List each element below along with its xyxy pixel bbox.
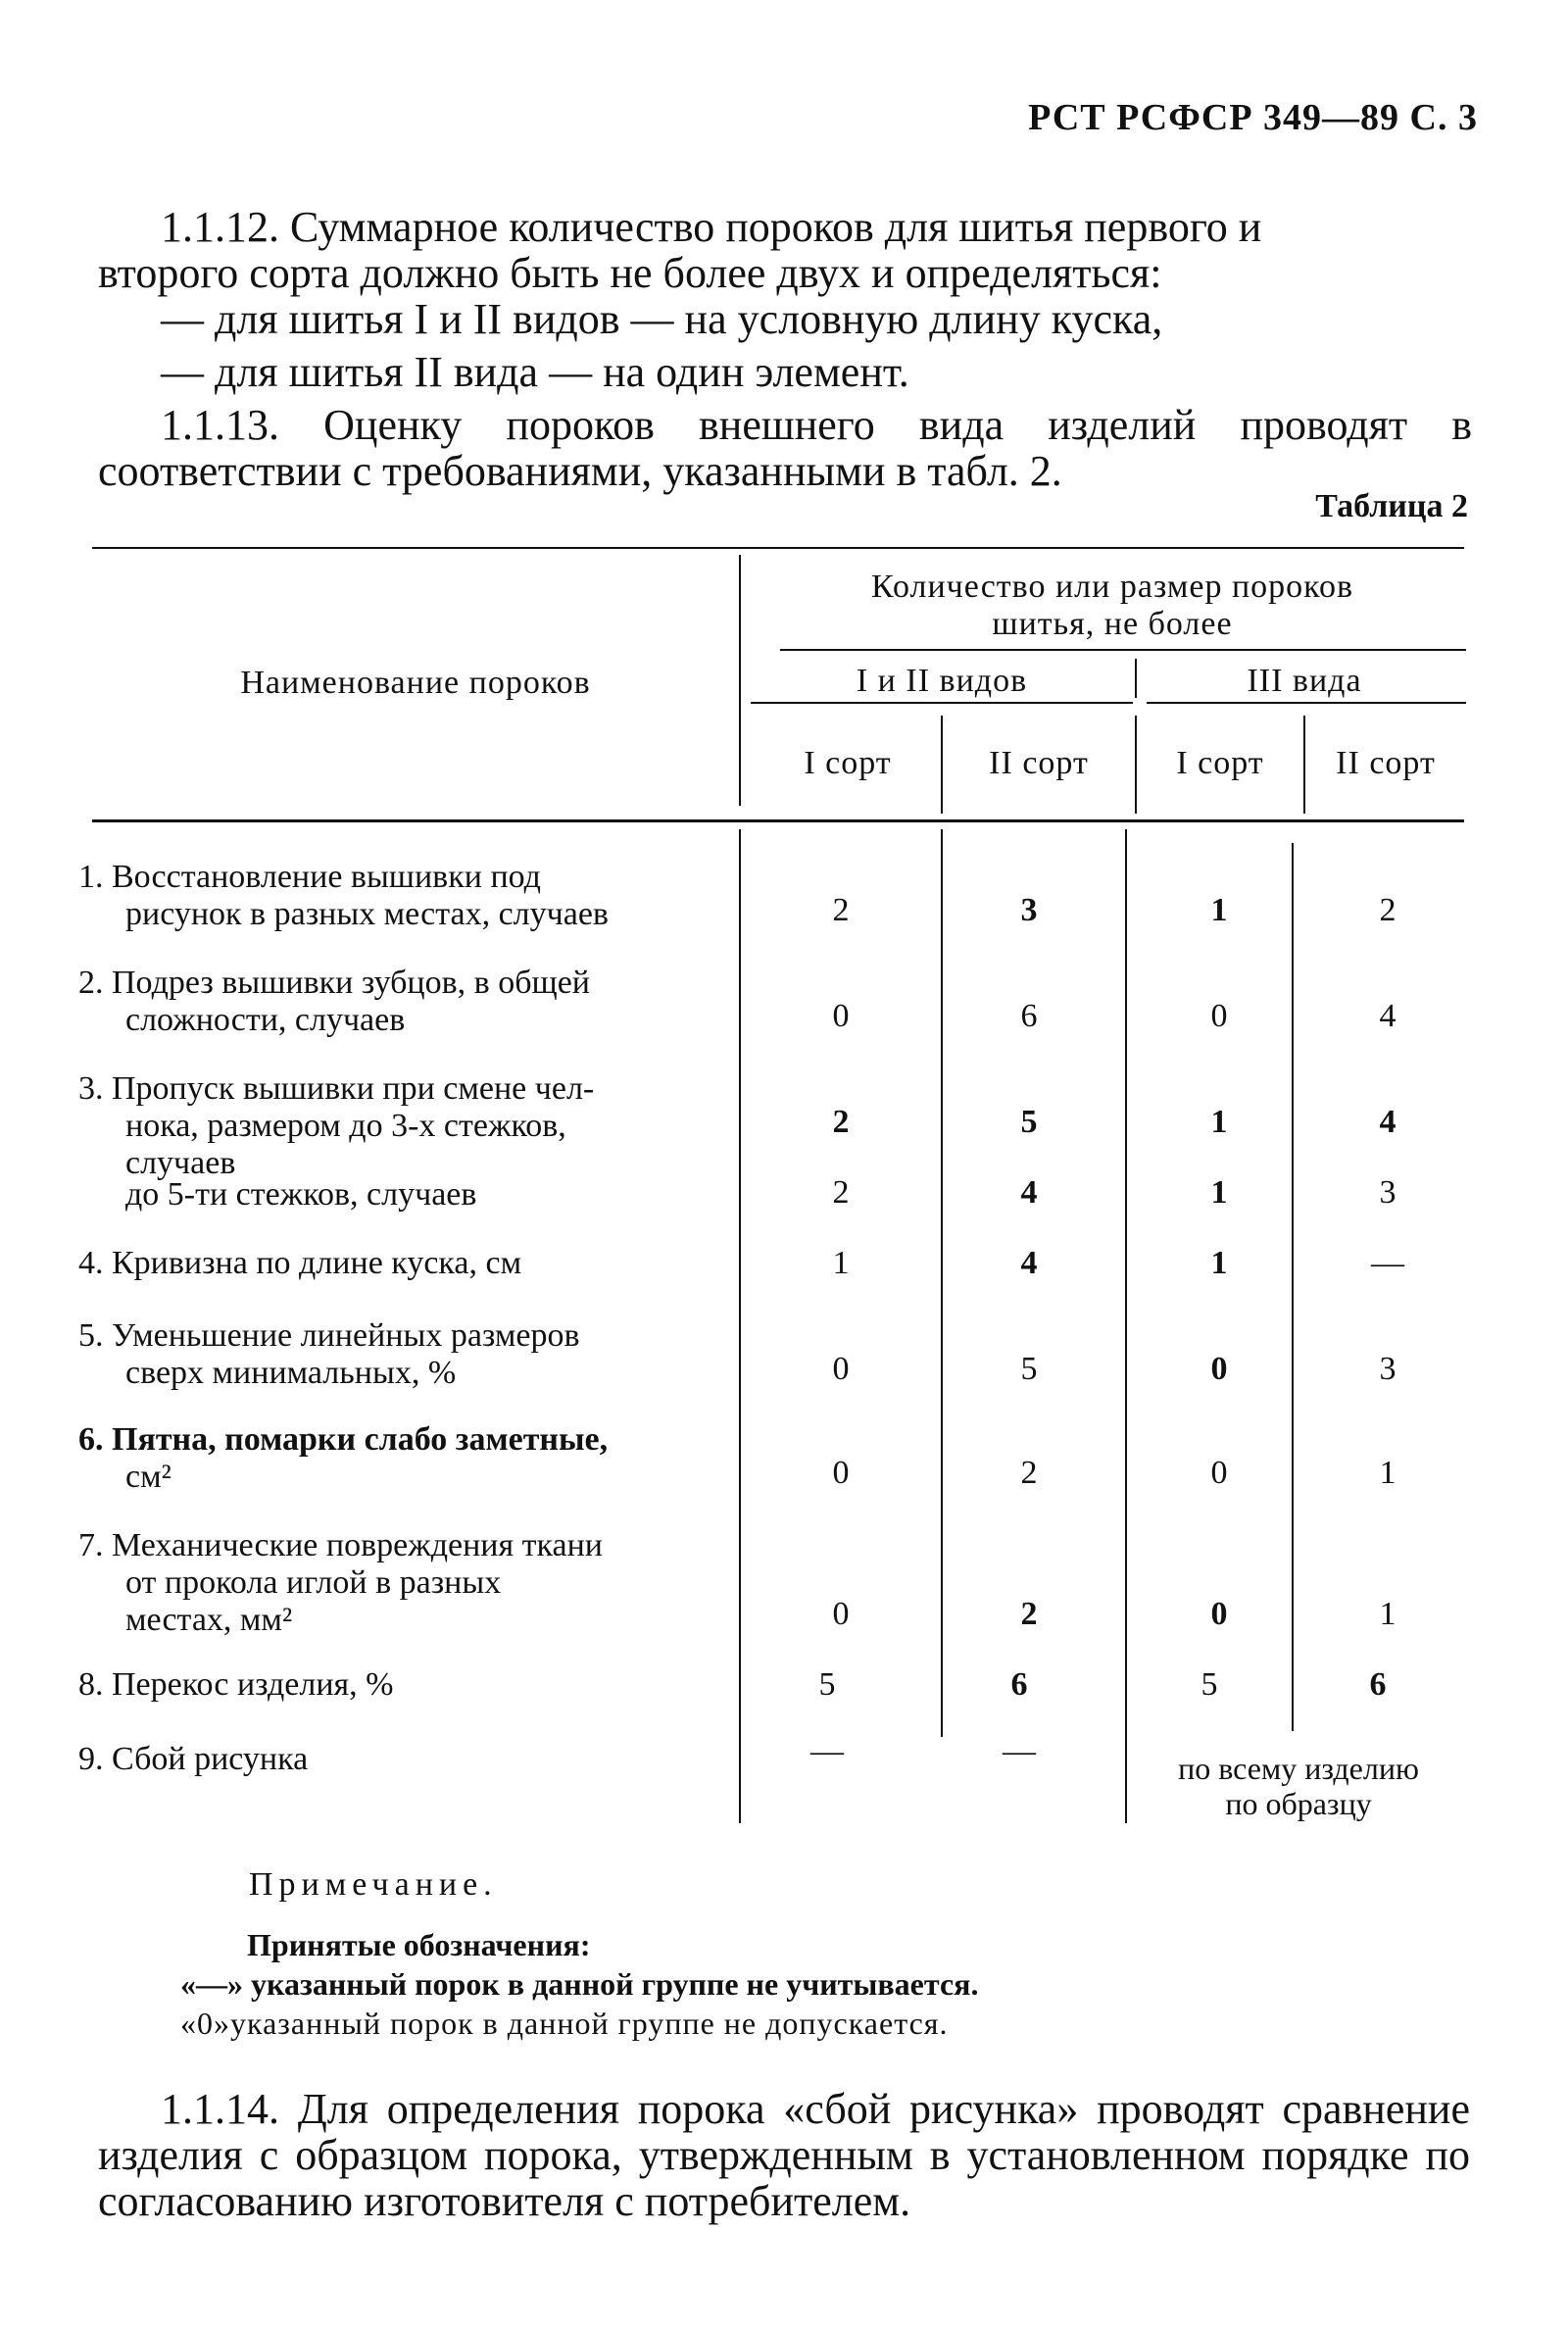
merged-cell-line: по всему изделию xyxy=(1178,1751,1419,1786)
row-name-line: 6. Пятна, помарки слабо заметные, xyxy=(78,1421,609,1458)
paragraph-line: второго сорта должно быть не более двух и определяться: xyxy=(98,249,1162,297)
subheader-divider xyxy=(1135,659,1137,698)
table-cell: 0 xyxy=(1210,1596,1228,1632)
column-divider xyxy=(1292,843,1294,1731)
table-cell: 5 xyxy=(818,1666,836,1703)
table-cell: 0 xyxy=(1210,1455,1228,1491)
table-cell: 2 xyxy=(1379,892,1396,928)
column-header-name: Наименование пороков xyxy=(240,665,591,701)
grade-header: II сорт xyxy=(1336,745,1436,781)
paragraph-line: 1.1.12. Суммарное количество пороков для шитья первого и xyxy=(161,203,1262,251)
table-cell: 2 xyxy=(1020,1596,1038,1632)
grade-header: I сорт xyxy=(1176,745,1264,781)
row-name-line: случаев xyxy=(125,1145,236,1181)
table-cell: 3 xyxy=(1379,1174,1396,1211)
group-header-line: Количество или размер пороков xyxy=(870,569,1354,605)
group-header xyxy=(755,569,1470,643)
dash-item-1: — для шитья I и II видов — на условную длину куска, xyxy=(161,295,1163,343)
table-row-name xyxy=(78,965,725,1039)
note-line: «0»указанный порок в данной группе не допускается. xyxy=(180,2006,949,2041)
dash-item-2: — для шитья II вида — на один элемент. xyxy=(161,348,909,396)
table-row-name xyxy=(78,859,725,933)
column-divider xyxy=(739,829,741,1823)
table-cell: 5 xyxy=(1200,1666,1218,1703)
table-cell: 2 xyxy=(1020,1455,1038,1491)
row-name-line: нока, размером до 3-х стежков, xyxy=(125,1108,566,1144)
table-cell: 1 xyxy=(1210,892,1228,928)
column-divider xyxy=(941,829,943,1737)
table-row-name xyxy=(78,1317,725,1392)
row-name-line: см² xyxy=(125,1459,172,1495)
grade-header: II сорт xyxy=(989,745,1089,781)
grade-header: I сорт xyxy=(804,745,892,781)
subheader-type-3: III вида xyxy=(1247,663,1362,699)
table-row-name xyxy=(78,1527,725,1639)
row-name-line: 9. Сбой рисунка xyxy=(78,1741,309,1777)
row-name-line: сложности, случаев xyxy=(125,1002,406,1038)
column-divider xyxy=(1125,829,1127,1823)
note-title: Примечание. xyxy=(249,1866,498,1903)
table-cell: 6 xyxy=(1369,1666,1387,1703)
table-cell: 0 xyxy=(1210,998,1228,1034)
row-name-line: 3. Пропуск вышивки при смене чел- xyxy=(78,1070,595,1107)
paragraph-1-1-14: 1.1.14. Для определения порока «сбой рисунка» проводят сравнение изделия с образцом порока, утвержденным в установленном порядке по согласованию изготовителя с потребителем. xyxy=(98,2085,1470,2225)
table-cell: 0 xyxy=(832,998,850,1034)
table-row-name xyxy=(78,1176,725,1214)
table-row-name xyxy=(78,1070,725,1182)
table-cell: 1 xyxy=(1210,1104,1228,1140)
table-cell: 2 xyxy=(832,1174,850,1211)
row-name-line: 2. Подрез вышивки зубцов, в общей xyxy=(78,965,590,1001)
note-line: «—» указанный порок в данной группе не учитывается. xyxy=(180,1966,979,2002)
row-name-line: до 5-ти стежков, случаев xyxy=(125,1176,477,1213)
table-row-name xyxy=(78,1741,725,1778)
subheader-rule-left xyxy=(751,702,1133,704)
table-row-name xyxy=(78,1421,725,1496)
table-cell: 5 xyxy=(1020,1104,1038,1140)
table-header-rule xyxy=(92,819,1464,822)
row-name-line: 1. Восстановление вышивки под xyxy=(78,859,541,895)
table-cell: 1 xyxy=(1210,1174,1228,1211)
table-row-name xyxy=(78,1245,725,1282)
paragraph-1-1-12 xyxy=(98,204,1472,296)
row-name-line: сверх минимальных, % xyxy=(125,1355,457,1391)
group-header-line: шитья, не более xyxy=(992,606,1233,642)
table-cell: 3 xyxy=(1379,1351,1396,1387)
table-cell: — xyxy=(1003,1733,1036,1769)
table-cell: 0 xyxy=(832,1351,850,1387)
table-cell: 5 xyxy=(1020,1351,1038,1387)
table-cell: 4 xyxy=(1020,1245,1038,1281)
row-name-line: 7. Механические повреждения ткани xyxy=(78,1527,603,1563)
merged-cell-line: по образцу xyxy=(1225,1786,1372,1821)
table-cell: 3 xyxy=(1020,892,1038,928)
row-name-line: 8. Перекос изделия, % xyxy=(78,1666,394,1703)
table-cell: 1 xyxy=(832,1245,850,1281)
table-cell: 0 xyxy=(832,1455,850,1491)
table-row-name xyxy=(78,1666,725,1704)
table-cell: 2 xyxy=(832,1104,850,1140)
table-cell: 6 xyxy=(1020,998,1038,1034)
table-cell: 1 xyxy=(1210,1245,1228,1281)
table-cell: 2 xyxy=(832,892,850,928)
table-cell-merged xyxy=(1127,1751,1470,1821)
row-name-line: 4. Кривизна по длине куска, см xyxy=(78,1245,522,1281)
table-header-divider xyxy=(739,555,741,806)
note-subtitle: Принятые обозначения: xyxy=(247,1927,591,1962)
row-name-line: от прокола иглой в разных xyxy=(125,1564,502,1601)
table-cell: 4 xyxy=(1379,1104,1396,1140)
row-name-line: местах, мм² xyxy=(125,1602,293,1638)
paragraph-1-1-13: 1.1.13. Оценку пороков внешнего вида изделий проводят в соответствии с требованиями, указанными в табл. 2. xyxy=(98,401,1472,495)
table-cell: 1 xyxy=(1379,1596,1396,1632)
table-top-rule xyxy=(92,547,1464,549)
table-cell: 6 xyxy=(1010,1666,1028,1703)
subheader-rule-right xyxy=(1147,702,1466,704)
subheader-types-1-2: I и II видов xyxy=(856,663,1028,699)
table-cell: — xyxy=(1371,1245,1404,1281)
table-cell: 4 xyxy=(1379,998,1396,1034)
table-cell: 0 xyxy=(1210,1351,1228,1387)
row-name-line: рисунок в разных местах, случаев xyxy=(125,896,609,932)
table-label: Таблица 2 xyxy=(1315,488,1468,524)
row-name-line: 5. Уменьшение линейных размеров xyxy=(78,1317,580,1354)
table-cell: 1 xyxy=(1379,1455,1396,1491)
table-cell: 4 xyxy=(1020,1174,1038,1211)
page-header: РСТ РСФСР 349—89 С. 3 xyxy=(1028,97,1478,138)
table-cell: 0 xyxy=(832,1596,850,1632)
group-header-rule xyxy=(780,649,1466,651)
table-cell: — xyxy=(810,1733,844,1769)
